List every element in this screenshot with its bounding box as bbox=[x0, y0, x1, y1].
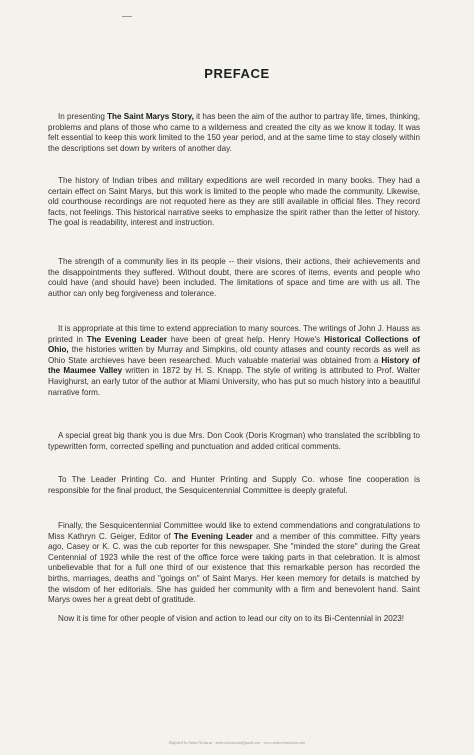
p7-text-c: and a member of this committee. Fifty years ago, Casey or K. C. was the cub reporter for this newspaper. She "minded the store" during the Great Centennial of 1923 while the rest of the office force were taking parts in that celebration. It is almost unbelievable that for a full one third of our existence that this remarkable person has recorded the births, marriages, deaths and "goings on" of Saint Marys. Her keen memory for details is matched by the wisdom of her editorials. She has guided her community with a firm and benevolent hand. Saint Marys owes her a great debt of gratitude. bbox=[48, 531, 420, 605]
evening-leader-bold: The Evening Leader bbox=[86, 334, 167, 344]
preface-paragraph-3: The strength of a community lies in its people -- their visions, their actions, their achievements and the disappointments they suffered. Without doubt, there are scores of items, events and people who could have (and should have) been included. The limitations of space and time are with us all. The author can only beg forgiveness and tolerance. bbox=[48, 257, 420, 298]
preface-paragraph-4 bbox=[48, 324, 420, 398]
p4-text-c: have been of great help. Henry Howe's bbox=[166, 334, 325, 344]
p7-text-a: Finally, the Sesquicentennial Committee would like to extend commendations and congratulations to Miss Kathryn C. Geiger, Editor of bbox=[48, 521, 420, 541]
book-title-bold: The Saint Marys Story, bbox=[107, 112, 194, 121]
historical-collections-bold: Historical Collections of Ohio, bbox=[48, 334, 420, 355]
preface-paragraph-2: The history of Indian tribes and military expeditions are well recorded in many books. They had a certain effect on Saint Marys, but this work is limited to the people who made the community. Likewise, old courthouse recordings are not requoted here as they are still available in official files. They record facts, not feelings. This historical narrative seeks to emphasize the spirit rather than the letter of history. The goal is readability, interest and instruction. bbox=[48, 176, 420, 228]
preface-paragraph-7 bbox=[48, 521, 420, 606]
preface-paragraph-1 bbox=[48, 112, 420, 154]
p4-text-a: It is appropriate at this time to extend appreciation to many sources. The writings of John J. Hauss as printed in bbox=[48, 324, 421, 344]
evening-leader-bold-2: The Evening Leader bbox=[173, 531, 253, 541]
maumee-valley-bold: History of the Maumee Valley bbox=[48, 355, 420, 376]
p4-text-e: written in 1872 by H. S. Knapp. The style of writing is attributed to Prof. Walter Havighurst, an early tutor of the author at Miami University, who has put so much history into a beautiful narrative form. bbox=[48, 366, 420, 397]
digitization-footer: Digitized by Anish Nickaran - andrewlnickaran@gmail.com - www.andrewlnickaran.com bbox=[168, 741, 306, 745]
page-title: PREFACE bbox=[204, 66, 270, 81]
preface-paragraph-5: A special great big thank you is due Mrs. Don Cook (Doris Krogman) who translated the scribbling to typewritten form, corrected spelling and punctuation and added critical comments. bbox=[48, 431, 420, 451]
preface-paragraph-8: Now it is time for other people of vision and action to lead our city on to its Bi-Centennial in 2023! bbox=[58, 614, 404, 623]
p4-text-d: the histories written by Murray and Simpkins, old county atlases and county records as well as Ohio State archieves have been researched. Much valuable material was obtained from a bbox=[48, 345, 420, 365]
p1-text-b: it has been the aim of the author to partray life, times, thinking, problems and plans of those who came to a wilderness and created the city as we know it today. It was felt essential to keep this work limited to the 150 year period, and at the same time to stay closely within the descriptions set down by writers of another day. bbox=[48, 112, 420, 153]
p1-text-a: In presenting bbox=[58, 112, 108, 121]
page-mark bbox=[122, 16, 132, 17]
preface-paragraph-6: To The Leader Printing Co. and Hunter Printing and Supply Co. whose fine cooperation is responsible for the final product, the Sesquicentennial Committee is deeply grateful. bbox=[48, 475, 420, 495]
